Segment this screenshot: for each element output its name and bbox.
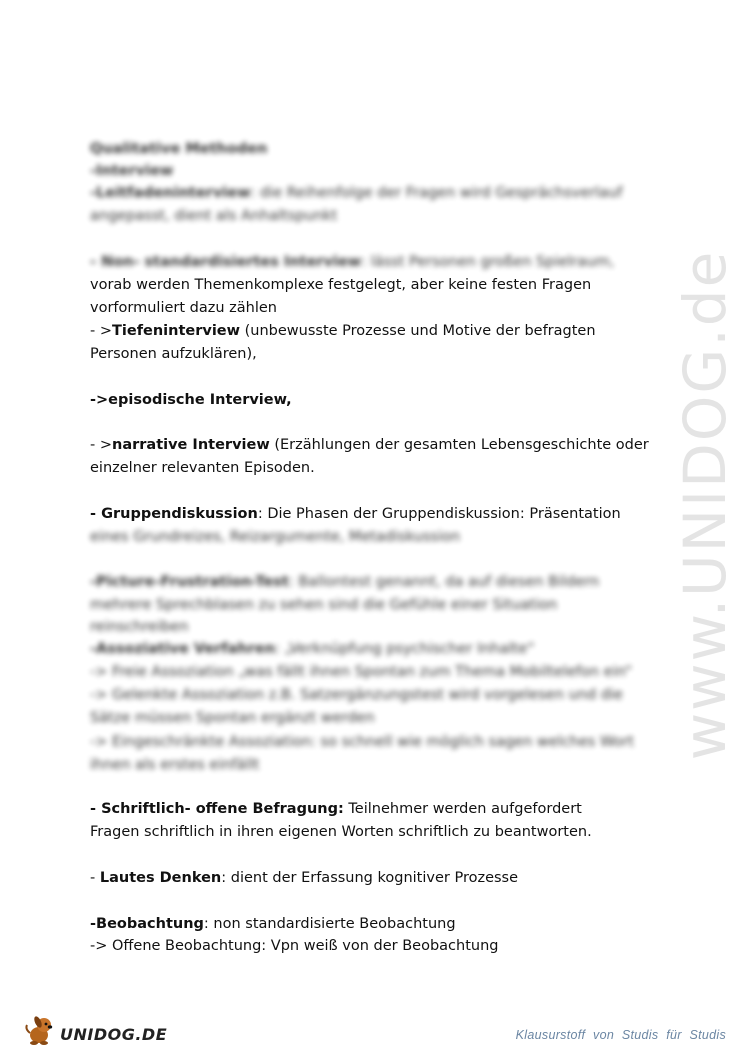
line-beobachtung-2: -> Offene Beobachtung: Vpn weiß von der Beobachtung xyxy=(90,938,499,954)
line-nonstd-2: vorab werden Themenkomplexe festgelegt, aber keine festen Fragen xyxy=(90,277,592,293)
line-beobachtung xyxy=(90,913,456,936)
line-leitfaden xyxy=(90,182,622,205)
text: : lässt Personen großen Spielraum, xyxy=(361,254,615,270)
footer-tagline: Klausurstoff von Studis für Studis xyxy=(515,1028,726,1042)
term: - Gruppendiskussion xyxy=(90,506,258,522)
line-schriftlich-2: Fragen schriftlich in ihren eigenen Worten schriftlich zu beantworten. xyxy=(90,824,592,840)
line-picture xyxy=(90,571,599,594)
line-assoz-3: -> Gelenkte Assoziation z.B. Satzergänzungstest wird vorgelesen und die xyxy=(90,687,623,703)
text: : non standardisierte Beobachtung xyxy=(203,916,456,932)
line-picture-2: mehrere Sprechblasen zu sehen sind die Gefühle einer Situation xyxy=(90,597,558,613)
watermark: www.UNIDOG.de xyxy=(671,249,739,761)
prefix: - > xyxy=(90,323,112,339)
term: -Beobachtung xyxy=(90,916,204,932)
line-assoz xyxy=(90,638,535,661)
text: (Erzählungen der gesamten Lebensgeschichte oder xyxy=(269,437,649,453)
term: - Non- standardisiertes Interview xyxy=(90,254,362,270)
unidog-logo[interactable] xyxy=(24,1012,167,1048)
text: (unbewusste Prozesse und Motive der befragten xyxy=(240,323,596,339)
term: -Assoziative Verfahren xyxy=(90,641,276,657)
line-tiefen xyxy=(90,320,596,343)
line-assoz-2: -> Freie Assoziation „was fällt ihnen Spontan zum Thema Mobiltelefon ein“ xyxy=(90,664,633,680)
line-gruppe xyxy=(90,503,621,526)
heading: Qualitative Methoden xyxy=(90,141,268,157)
line-lautes-denken xyxy=(90,867,518,890)
logo-text: UNIDOG.DE xyxy=(60,1024,168,1044)
text: : Ballontest genannt, da auf diesen Bildern xyxy=(288,574,600,590)
line-schriftlich xyxy=(90,798,582,821)
term: - Schriftlich- offene Befragung: xyxy=(90,801,344,817)
line-nonstd xyxy=(90,251,614,274)
term: -Picture-Frustration-Test xyxy=(90,574,289,590)
line-nonstd-3: vorformuliert dazu zählen xyxy=(90,300,277,316)
line-leitfaden-2: angepasst, dient als Anhaltspunkt xyxy=(90,208,338,224)
line-narrativ-2: einzelner relevanten Episoden. xyxy=(90,460,315,476)
text: : die Reihenfolge der Fragen wird Gesprächsverlauf xyxy=(250,185,623,201)
text: Teilnehmer werden aufgefordert xyxy=(343,801,582,817)
line-assoz-4: Sätze müssen Spontan ergänzt werden xyxy=(90,710,375,726)
line-gruppe-2: eines Grundreizes, Reizargumente, Metadiskussion xyxy=(90,529,461,545)
prefix: - xyxy=(90,870,100,886)
text: : Die Phasen der Gruppendiskussion: Präsentation xyxy=(257,506,621,522)
dog-logo-icon xyxy=(24,1013,58,1047)
line-assoz-5: -> Eingeschränkte Assoziation: so schnell wie möglich sagen welches Wort xyxy=(90,734,634,750)
line-assoz-6: ihnen als erstes einfällt xyxy=(90,757,260,773)
term: narrative Interview xyxy=(112,437,270,453)
term: Lautes Denken xyxy=(99,870,222,886)
term: Tiefeninterview xyxy=(112,323,241,339)
line-tiefen-2: Personen aufzuklären), xyxy=(90,346,257,362)
prefix: - > xyxy=(90,437,112,453)
term: -Leitfadeninterview xyxy=(90,185,251,201)
text: : „Verknüpfung psychischer Inhalte“ xyxy=(275,641,535,657)
line-picture-3: reinschreiben xyxy=(90,619,189,635)
line-episodisch: ->episodische Interview, xyxy=(90,392,292,408)
text: : dient der Erfassung kognitiver Prozesse xyxy=(221,870,519,886)
line-narrativ xyxy=(90,434,649,457)
line-interview: -Interview xyxy=(90,163,174,179)
